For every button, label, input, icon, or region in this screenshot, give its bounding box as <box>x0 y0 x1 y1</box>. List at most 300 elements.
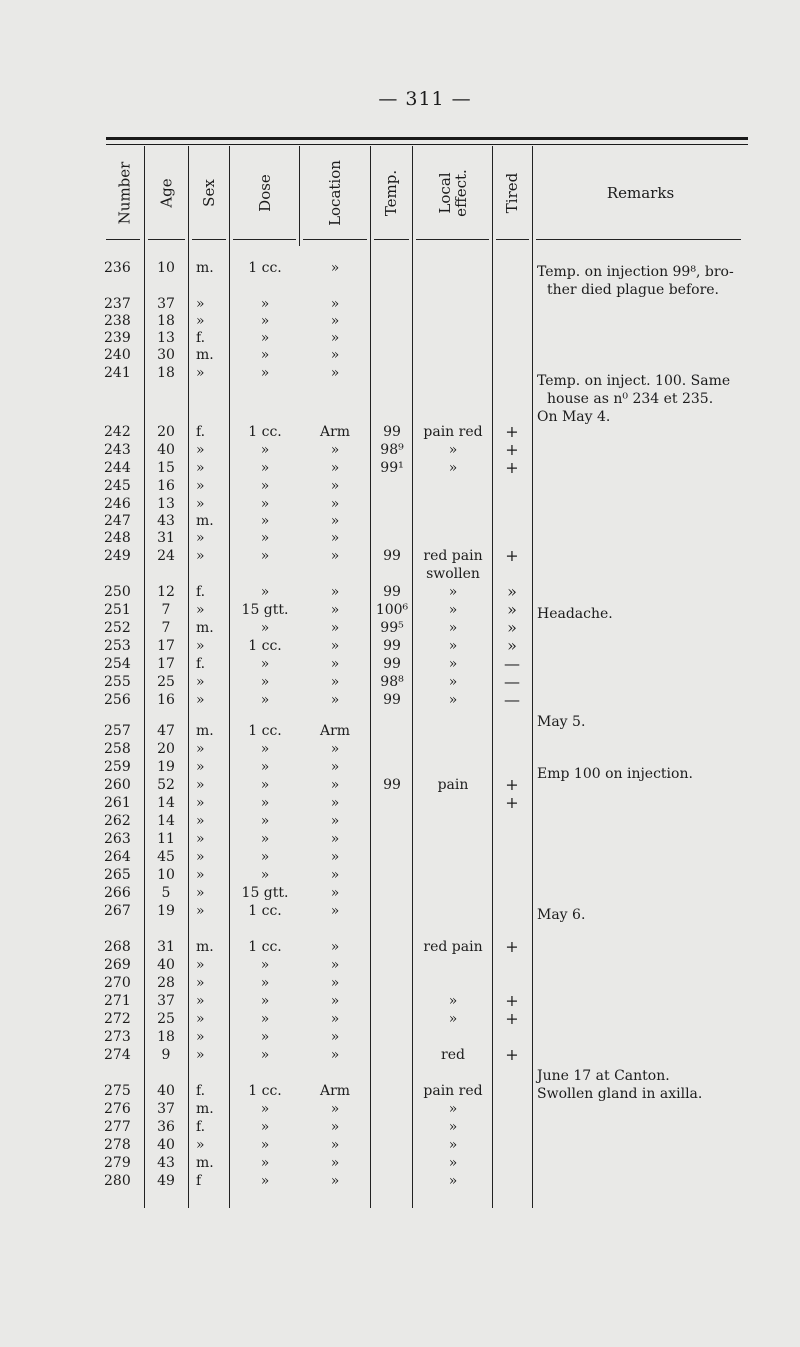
cell-age: 40 <box>157 1083 175 1099</box>
cell-sex: » <box>196 759 205 775</box>
cell-age: 30 <box>157 347 175 363</box>
cell-age: 31 <box>157 530 175 546</box>
cell-dose: » <box>260 478 270 494</box>
cell-location: » <box>330 777 340 793</box>
cell-age: 19 <box>157 903 175 919</box>
table-row <box>0 1009 800 1029</box>
cell-age: 11 <box>157 831 175 847</box>
cell-tired: + <box>505 546 519 565</box>
cell-sex: f. <box>196 584 206 600</box>
cell-effect: red <box>441 1047 465 1063</box>
table-row <box>0 829 800 849</box>
cell-age: 25 <box>157 674 175 690</box>
cell-sex: f <box>196 1173 202 1189</box>
cell-tired: + <box>505 1009 519 1028</box>
header-age: Age <box>158 178 176 208</box>
cell-temp: 98⁹ <box>380 442 404 458</box>
cell-effect: swollen <box>426 566 480 582</box>
cell-location: » <box>330 813 340 829</box>
cell-number: 276 <box>104 1101 131 1117</box>
cell-age: 36 <box>157 1119 175 1135</box>
cell-dose: » <box>260 442 270 458</box>
cell-age: 18 <box>157 365 175 381</box>
cell-age: 14 <box>157 813 175 829</box>
cell-location: Arm <box>319 424 351 440</box>
cell-location: » <box>330 1173 340 1189</box>
cell-sex: » <box>196 442 205 458</box>
cell-number: 252 <box>104 620 131 636</box>
cell-effect: » <box>448 1011 458 1027</box>
cell-sex: » <box>196 1011 205 1027</box>
cell-tired: + <box>505 793 519 812</box>
table-row <box>0 1117 800 1137</box>
cell-location: » <box>330 442 340 458</box>
header-remarks: Remarks <box>606 184 675 202</box>
cell-sex: » <box>196 313 205 329</box>
cell-sex: m. <box>196 1101 214 1117</box>
cell-number: 262 <box>104 813 131 829</box>
cell-dose: » <box>260 365 270 381</box>
cell-location: » <box>330 260 340 276</box>
cell-effect: » <box>448 1155 458 1171</box>
cell-number: 260 <box>104 777 131 793</box>
cell-number: 245 <box>104 478 131 494</box>
cell-dose: 1 cc. <box>248 903 282 919</box>
cell-location: » <box>330 957 340 973</box>
cell-location: » <box>330 296 340 312</box>
cell-number: 270 <box>104 975 131 991</box>
cell-age: 52 <box>157 777 175 793</box>
cell-location: » <box>330 584 340 600</box>
cell-number: 264 <box>104 849 131 865</box>
cell-temp: 99⁵ <box>380 620 404 636</box>
cell-location: » <box>330 513 340 529</box>
cell-sex: » <box>196 674 205 690</box>
cell-effect: » <box>448 656 458 672</box>
cell-dose: » <box>260 347 270 363</box>
cell-sex: » <box>196 365 205 381</box>
cell-number: 250 <box>104 584 131 600</box>
cell-number: 268 <box>104 939 131 955</box>
cell-dose: 15 gtt. <box>241 602 289 618</box>
cell-dose: » <box>260 759 270 775</box>
cell-effect: » <box>448 1119 458 1135</box>
cell-tired: + <box>505 1045 519 1064</box>
cell-dose: » <box>260 1137 270 1153</box>
table-row <box>0 458 800 478</box>
cell-effect: » <box>448 620 458 636</box>
cell-sex: » <box>196 777 205 793</box>
cell-number: 278 <box>104 1137 131 1153</box>
table-row <box>0 654 800 674</box>
cell-number: 277 <box>104 1119 131 1135</box>
table-row <box>0 991 800 1011</box>
cell-location: » <box>330 1155 340 1171</box>
cell-location: » <box>330 939 340 955</box>
cell-age: 19 <box>157 759 175 775</box>
cell-effect: pain <box>437 777 469 793</box>
cell-tired: + <box>505 775 519 794</box>
remark: June 17 at Canton. Swollen gland in axilla. <box>537 1068 703 1102</box>
cell-dose: 1 cc. <box>248 1083 282 1099</box>
cell-age: 10 <box>157 867 175 883</box>
cell-effect: red pain <box>423 548 483 564</box>
cell-location: » <box>330 741 340 757</box>
cell-age: 37 <box>157 1101 175 1117</box>
cell-location: » <box>330 656 340 672</box>
cell-location: » <box>330 692 340 708</box>
cell-dose: » <box>260 674 270 690</box>
cell-dose: » <box>260 620 270 636</box>
cell-age: 20 <box>157 424 175 440</box>
cell-tired: — <box>504 690 520 709</box>
cell-age: 45 <box>157 849 175 865</box>
cell-location: » <box>330 496 340 512</box>
header-tired: Tired <box>503 172 522 214</box>
cell-sex: m. <box>196 347 214 363</box>
cell-dose: » <box>260 741 270 757</box>
table-row <box>0 345 800 365</box>
cell-location: » <box>330 548 340 564</box>
cell-dose: » <box>260 1173 270 1189</box>
header-sex: Sex <box>200 179 218 207</box>
table-row <box>0 1153 800 1173</box>
cell-dose: 15 gtt. <box>241 885 289 901</box>
cell-temp: 99 <box>383 638 401 654</box>
cell-sex: » <box>196 478 205 494</box>
cell-temp: 99 <box>383 584 401 600</box>
cell-sex: » <box>196 1137 205 1153</box>
cell-location: » <box>330 1119 340 1135</box>
header-temp: Temp. <box>382 169 401 217</box>
cell-dose: » <box>260 1047 270 1063</box>
cell-age: 40 <box>157 957 175 973</box>
cell-number: 244 <box>104 460 131 476</box>
cell-sex: » <box>196 602 205 618</box>
cell-location: » <box>330 530 340 546</box>
cell-number: 267 <box>104 903 131 919</box>
header-location: Location <box>325 160 344 226</box>
cell-location: » <box>330 867 340 883</box>
cell-age: 5 <box>161 885 171 901</box>
cell-location: » <box>330 602 340 618</box>
cell-sex: » <box>196 530 205 546</box>
cell-sex: » <box>196 831 205 847</box>
cell-age: 43 <box>157 513 175 529</box>
table-row <box>0 564 800 584</box>
cell-age: 12 <box>157 584 175 600</box>
table-row <box>0 528 800 548</box>
cell-number: 271 <box>104 993 131 1009</box>
cell-location: » <box>330 313 340 329</box>
table-row <box>0 955 800 975</box>
cell-number: 261 <box>104 795 131 811</box>
table-row <box>0 440 800 460</box>
table-row <box>0 937 800 957</box>
cell-age: 14 <box>157 795 175 811</box>
cell-sex: » <box>196 957 205 973</box>
cell-temp: 99 <box>383 548 401 564</box>
cell-sex: » <box>196 496 205 512</box>
table-row <box>0 811 800 831</box>
cell-age: 7 <box>161 602 171 618</box>
table-row <box>0 793 800 813</box>
cell-location: » <box>330 993 340 1009</box>
remark: Emp 100 on injection. <box>537 766 693 782</box>
cell-age: 40 <box>157 1137 175 1153</box>
remark: May 5. <box>537 714 586 730</box>
cell-effect: » <box>448 692 458 708</box>
cell-sex: » <box>196 813 205 829</box>
cell-age: 15 <box>157 460 175 476</box>
cell-dose: » <box>260 530 270 546</box>
cell-sex: » <box>196 741 205 757</box>
cell-age: 10 <box>157 260 175 276</box>
table-row <box>0 672 800 692</box>
cell-tired: — <box>504 672 520 691</box>
header-number: Number <box>115 161 134 225</box>
cell-number: 256 <box>104 692 131 708</box>
cell-tired: — <box>504 654 520 673</box>
remark: May 6. <box>537 907 586 923</box>
cell-sex: m. <box>196 723 214 739</box>
cell-effect: » <box>448 638 458 654</box>
cell-sex: m. <box>196 939 214 955</box>
cell-effect: » <box>448 1137 458 1153</box>
cell-location: Arm <box>319 1083 351 1099</box>
cell-location: » <box>330 1137 340 1153</box>
cell-sex: m. <box>196 1155 214 1171</box>
cell-age: 49 <box>157 1173 175 1189</box>
cell-dose: » <box>260 330 270 346</box>
table-top-rule-thin <box>106 144 748 145</box>
cell-number: 246 <box>104 496 131 512</box>
cell-dose: » <box>260 513 270 529</box>
cell-location: » <box>330 330 340 346</box>
table-row <box>0 1171 800 1191</box>
cell-temp: 99 <box>383 777 401 793</box>
table-row <box>0 546 800 566</box>
cell-dose: 1 cc. <box>248 424 282 440</box>
cell-age: 24 <box>157 548 175 564</box>
cell-location: » <box>330 1101 340 1117</box>
remark: Temp. on injection 99⁸, bro- ther died plague before. <box>537 264 734 298</box>
cell-dose: 1 cc. <box>248 723 282 739</box>
cell-age: 7 <box>161 620 171 636</box>
cell-sex: » <box>196 1047 205 1063</box>
cell-number: 248 <box>104 530 131 546</box>
cell-temp: 99 <box>383 424 401 440</box>
cell-sex: f. <box>196 424 206 440</box>
cell-number: 253 <box>104 638 131 654</box>
cell-dose: » <box>260 496 270 512</box>
cell-dose: » <box>260 831 270 847</box>
table-row <box>0 1135 800 1155</box>
cell-location: » <box>330 795 340 811</box>
cell-effect: red pain <box>423 939 483 955</box>
cell-number: 240 <box>104 347 131 363</box>
cell-location: » <box>330 975 340 991</box>
cell-dose: » <box>260 460 270 476</box>
cell-location: » <box>330 1047 340 1063</box>
cell-tired: + <box>505 458 519 477</box>
cell-dose: » <box>260 1101 270 1117</box>
cell-sex: » <box>196 975 205 991</box>
table-row <box>0 739 800 759</box>
cell-sex: » <box>196 460 205 476</box>
cell-effect: » <box>448 1173 458 1189</box>
cell-number: 275 <box>104 1083 131 1099</box>
cell-number: 238 <box>104 313 131 329</box>
cell-sex: f. <box>196 330 206 346</box>
cell-sex: » <box>196 885 205 901</box>
table-row <box>0 973 800 993</box>
cell-age: 47 <box>157 723 175 739</box>
cell-age: 20 <box>157 741 175 757</box>
cell-sex: » <box>196 849 205 865</box>
cell-dose: » <box>260 849 270 865</box>
cell-sex: » <box>196 1029 205 1045</box>
cell-age: 43 <box>157 1155 175 1171</box>
cell-number: 247 <box>104 513 131 529</box>
cell-dose: » <box>260 692 270 708</box>
cell-dose: » <box>260 296 270 312</box>
cell-location: » <box>330 347 340 363</box>
cell-age: 40 <box>157 442 175 458</box>
table-row <box>0 476 800 496</box>
cell-tired: + <box>505 440 519 459</box>
cell-sex: » <box>196 795 205 811</box>
cell-sex: f. <box>196 1083 206 1099</box>
cell-number: 273 <box>104 1029 131 1045</box>
cell-location: » <box>330 478 340 494</box>
cell-age: 16 <box>157 692 175 708</box>
cell-effect: » <box>448 1101 458 1117</box>
cell-effect: » <box>448 993 458 1009</box>
cell-number: 242 <box>104 424 131 440</box>
cell-temp: 99 <box>383 656 401 672</box>
table-row <box>0 582 800 602</box>
cell-tired: + <box>505 422 519 441</box>
cell-age: 9 <box>161 1047 171 1063</box>
cell-sex: » <box>196 993 205 1009</box>
cell-sex: » <box>196 692 205 708</box>
cell-dose: » <box>260 656 270 672</box>
cell-dose: » <box>260 957 270 973</box>
cell-location: » <box>330 638 340 654</box>
cell-location: » <box>330 674 340 690</box>
cell-age: 31 <box>157 939 175 955</box>
cell-sex: m. <box>196 620 214 636</box>
cell-sex: » <box>196 296 205 312</box>
cell-age: 18 <box>157 313 175 329</box>
cell-number: 269 <box>104 957 131 973</box>
cell-location: » <box>330 903 340 919</box>
table-row <box>0 847 800 867</box>
cell-tired: + <box>505 937 519 956</box>
cell-sex: m. <box>196 260 214 276</box>
cell-tired: » <box>507 600 517 619</box>
table-top-rule-thick <box>106 137 748 140</box>
cell-location: » <box>330 460 340 476</box>
cell-sex: f. <box>196 1119 206 1135</box>
cell-dose: » <box>260 1029 270 1045</box>
cell-location: » <box>330 831 340 847</box>
cell-number: 266 <box>104 885 131 901</box>
table-row <box>0 636 800 656</box>
cell-number: 279 <box>104 1155 131 1171</box>
cell-temp: 99 <box>383 692 401 708</box>
cell-effect: pain red <box>423 424 483 440</box>
header-dose: Dose <box>255 174 274 212</box>
cell-sex: » <box>196 638 205 654</box>
cell-number: 241 <box>104 365 131 381</box>
table-row <box>0 1045 800 1065</box>
cell-number: 274 <box>104 1047 131 1063</box>
cell-number: 237 <box>104 296 131 312</box>
cell-dose: 1 cc. <box>248 939 282 955</box>
cell-number: 257 <box>104 723 131 739</box>
cell-sex: m. <box>196 513 214 529</box>
cell-dose: » <box>260 975 270 991</box>
cell-dose: » <box>260 1011 270 1027</box>
cell-location: Arm <box>319 723 351 739</box>
cell-temp: 100⁶ <box>375 602 409 618</box>
cell-age: 18 <box>157 1029 175 1045</box>
cell-number: 254 <box>104 656 131 672</box>
cell-sex: » <box>196 903 205 919</box>
cell-dose: » <box>260 777 270 793</box>
cell-age: 13 <box>157 496 175 512</box>
cell-age: 37 <box>157 993 175 1009</box>
cell-effect: » <box>448 584 458 600</box>
table-row <box>0 883 800 903</box>
cell-effect: pain red <box>423 1083 483 1099</box>
cell-age: 25 <box>157 1011 175 1027</box>
cell-location: » <box>330 885 340 901</box>
header-local-effect: Local effect. <box>435 169 470 217</box>
cell-number: 280 <box>104 1173 131 1189</box>
cell-location: » <box>330 1011 340 1027</box>
cell-age: 37 <box>157 296 175 312</box>
cell-tired: + <box>505 991 519 1010</box>
cell-number: 236 <box>104 260 131 276</box>
cell-location: » <box>330 620 340 636</box>
page-number: — 311 — <box>378 88 472 110</box>
cell-location: » <box>330 365 340 381</box>
cell-number: 259 <box>104 759 131 775</box>
cell-age: 16 <box>157 478 175 494</box>
cell-location: » <box>330 759 340 775</box>
cell-tired: » <box>507 582 517 601</box>
cell-dose: 1 cc. <box>248 638 282 654</box>
cell-location: » <box>330 849 340 865</box>
cell-number: 255 <box>104 674 131 690</box>
cell-effect: » <box>448 602 458 618</box>
cell-sex: » <box>196 867 205 883</box>
cell-tired: » <box>507 636 517 655</box>
cell-number: 263 <box>104 831 131 847</box>
cell-number: 239 <box>104 330 131 346</box>
cell-temp: 99¹ <box>380 460 404 476</box>
table-row <box>0 690 800 710</box>
cell-number: 258 <box>104 741 131 757</box>
cell-dose: » <box>260 1119 270 1135</box>
cell-dose: 1 cc. <box>248 260 282 276</box>
cell-number: 243 <box>104 442 131 458</box>
cell-effect: » <box>448 460 458 476</box>
cell-dose: » <box>260 1155 270 1171</box>
